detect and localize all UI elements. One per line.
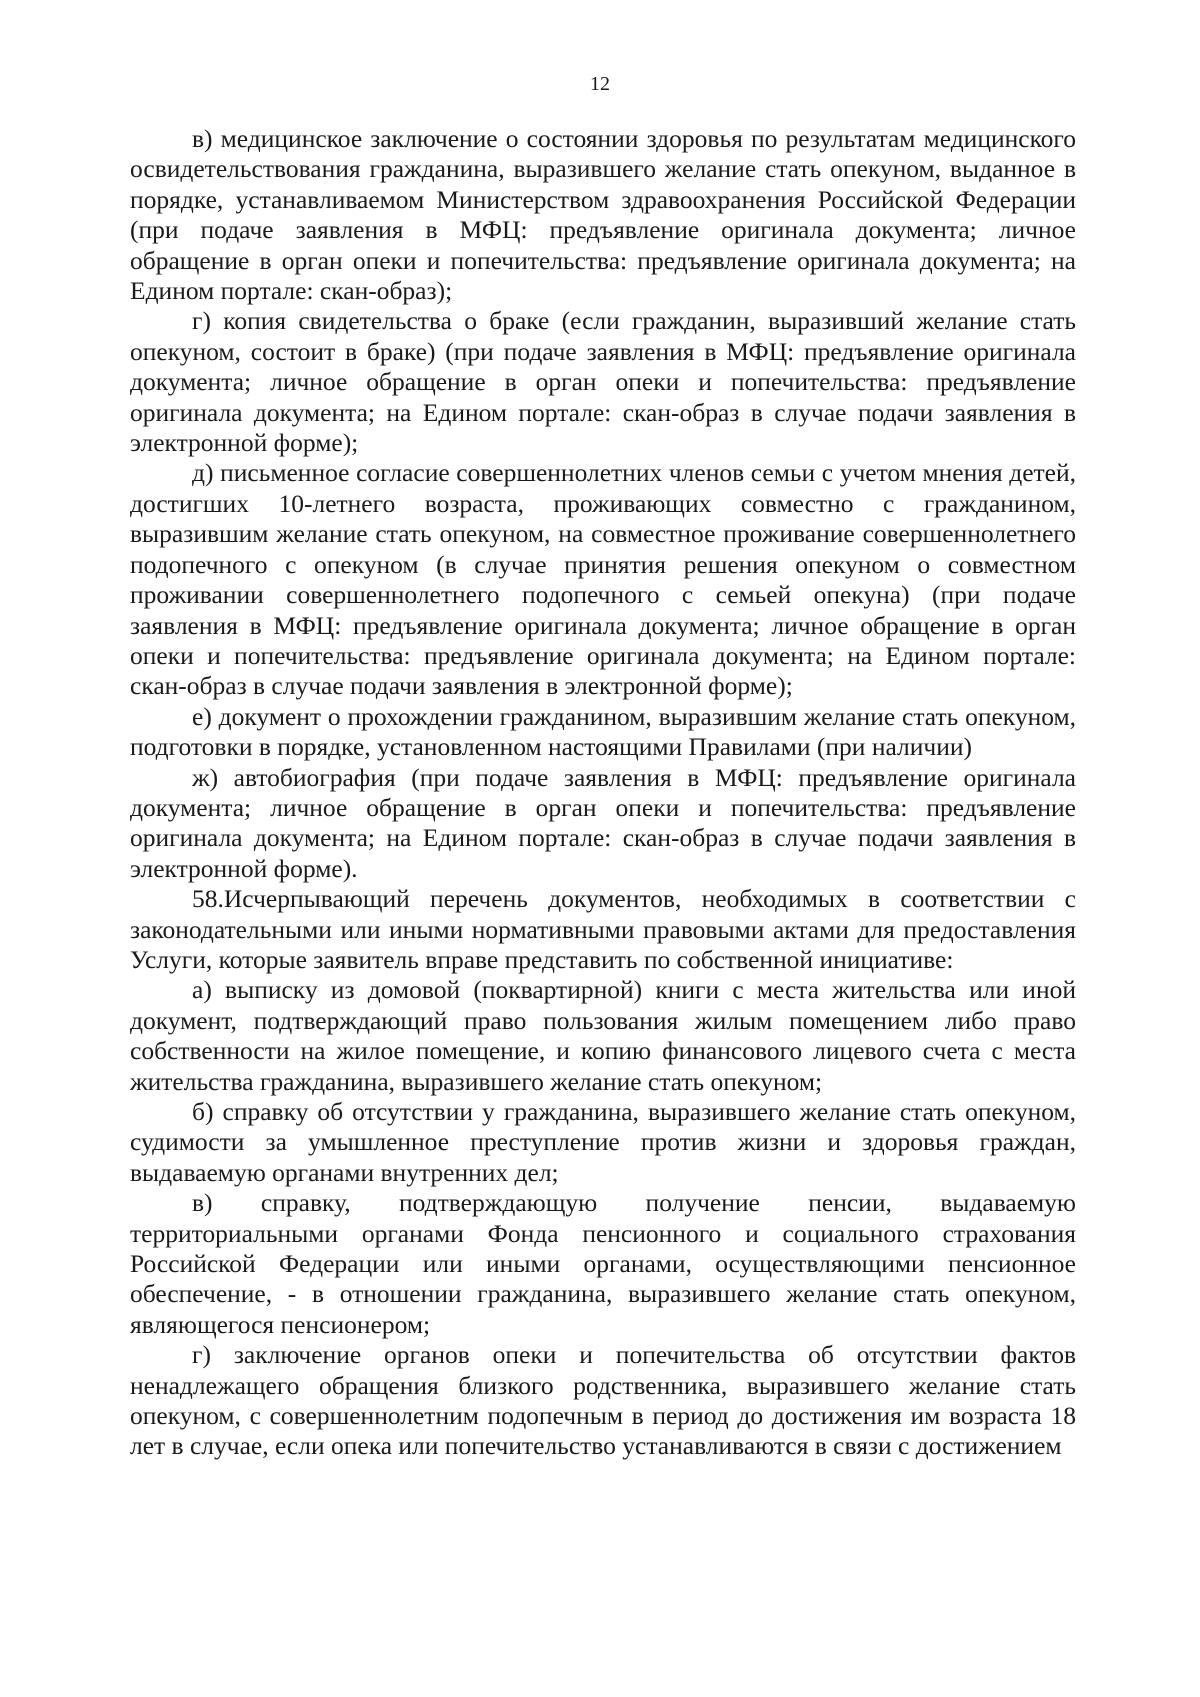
paragraph-item-zh-autobiography: ж) автобиография (при подаче заявления в МФЦ: предъявление оригинала документа; личное обращение в орган опеки и попечительства: предъявление оригинала документа; на Едином портале: скан-образ в случае подачи заявления в электронной форме).: [130, 762, 1076, 883]
page-number: 12: [590, 73, 610, 95]
paragraph-clause-58: 58.Исчерпывающий перечень документов, необходимых в соответствии с законодательными или иными нормативными правовыми актами для предоставления Услуги, которые заявитель вправе представить по собственной инициативе:: [130, 884, 1076, 974]
paragraph-item-g-guardianship-conclusion: г) заключение органов опеки и попечительства об отсутствии фактов ненадлежащего обращения близкого родственника, выразившего желание стать опекуном, с совершеннолетним подопечным в период до достижения им возраста 18 лет в случае, если опека или попечительство устанавливаются в связи с достижением: [130, 1340, 1076, 1461]
paragraph-item-d-family-consent: д) письменное согласие совершеннолетних членов семьи с учетом мнения детей, достигших 10-летнего возраста, проживающих совместно с гражданином, выразившим желание стать опекуном, на совместное проживание совершеннолетнего подопечного с опекуном (в случае принятия решения опекуном о совместном проживании совершеннолетнего подопечного с семьей опекуна) (при подаче заявления в МФЦ: предъявление оригинала документа; личное обращение в орган опеки и попечительства: предъявление оригинала документа; на Едином портале: скан-образ в случае подачи заявления в электронной форме);: [130, 458, 1076, 701]
paragraph-item-b-no-criminal-record: б) справку об отсутствии у гражданина, выразившего желание стать опекуном, судимости за умышленное преступление против жизни и здоровья граждан, выдаваемую органами внутренних дел;: [130, 1097, 1076, 1187]
paragraph-item-v-pension-certificate: в) справку, подтверждающую получение пенсии, выдаваемую территориальными органами Фонда пенсионного и социального страхования Российской Федерации или иными органами, осуществляющими пенсионное обеспечение, - в отношении гражданина, выразившего желание стать опекуном, являющегося пенсионером;: [130, 1188, 1076, 1339]
paragraph-item-a-house-book-extract: а) выписку из домовой (поквартирной) книги с места жительства или иной документ, подтверждающий право пользования жилым помещением либо право собственности на жилое помещение, и копию финансового лицевого счета с места жительства гражданина, выразившего желание стать опекуном;: [130, 975, 1076, 1096]
document-body: [130, 124, 1076, 1462]
paragraph-item-e-training-document: е) документ о прохождении гражданином, выразившим желание стать опекуном, подготовки в порядке, установленном настоящими Правилами (при наличии): [130, 701, 1076, 762]
paragraph-item-v-medical-certificate: в) медицинское заключение о состоянии здоровья по результатам медицинского освидетельствования гражданина, выразившего желание стать опекуном, выданное в порядке, устанавливаемом Министерством здравоохранения Российской Федерации (при подаче заявления в МФЦ: предъявление оригинала документа; личное обращение в орган опеки и попечительства: предъявление оригинала документа; на Едином портале: скан-образ);: [130, 124, 1076, 306]
paragraph-item-g-marriage-certificate: г) копия свидетельства о браке (если гражданин, выразивший желание стать опекуном, состоит в браке) (при подаче заявления в МФЦ: предъявление оригинала документа; личное обращение в орган опеки и попечительства: предъявление оригинала документа; на Едином портале: скан-образ в случае подачи заявления в электронной форме);: [130, 306, 1076, 458]
